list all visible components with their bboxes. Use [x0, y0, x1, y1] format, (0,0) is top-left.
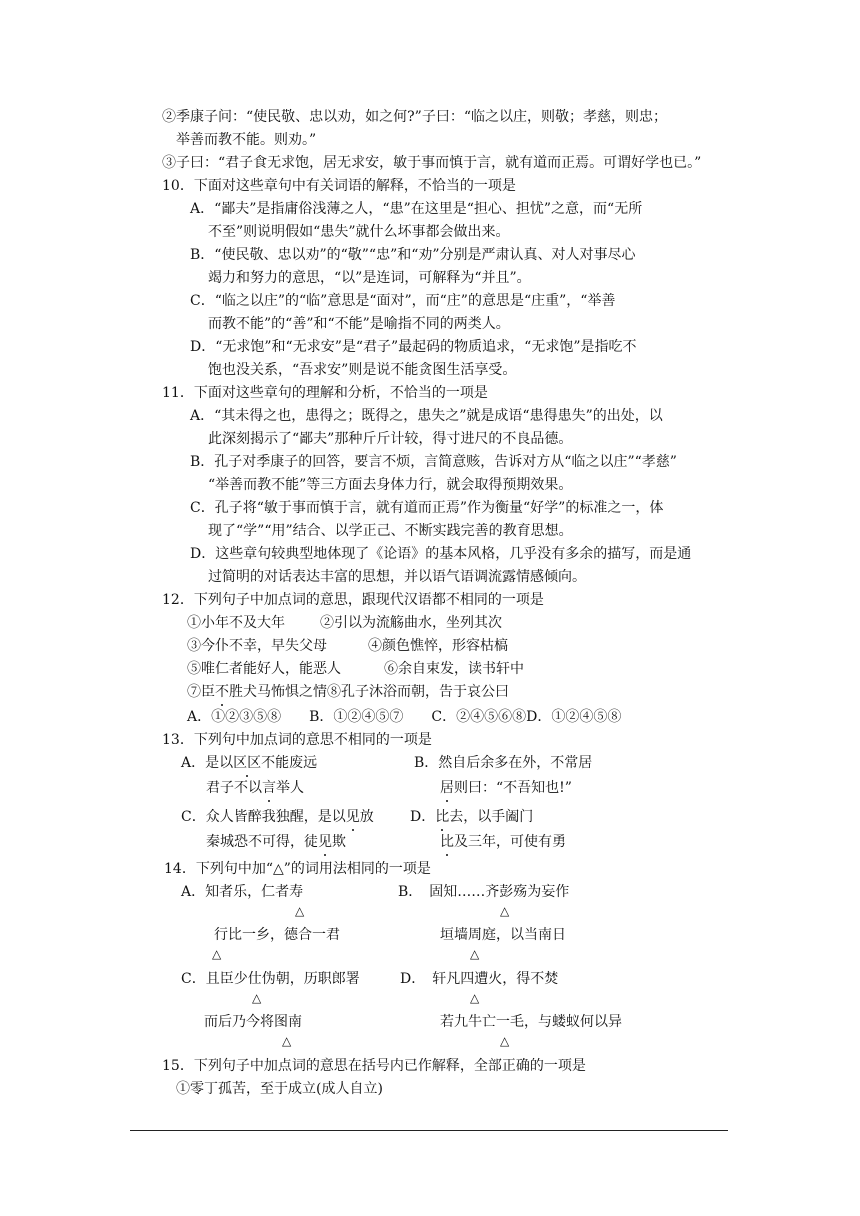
text: A．是以: [181, 755, 234, 771]
text: C．众人皆醉我独醒，是以: [181, 809, 346, 825]
question-13-option-d-line-2: [440, 833, 566, 851]
question-14-option-c-line-2: 而后乃今将图南: [204, 1014, 302, 1030]
question-11-option-b-line-1: B．孔子对季康子的回答，要言不烦，言简意赅，告诉对方从“临之以庄”“孝慈”: [190, 454, 677, 470]
question-13-option-c-line-2: [206, 833, 346, 851]
triangle-marker: △: [212, 947, 222, 961]
triangle-marker: △: [295, 904, 305, 918]
text: 及三年，可使有勇: [454, 834, 566, 850]
question-11-option-c-line-2: 现了“学”“用”结合、以学正己、不断实践完善的教育思想。: [208, 523, 573, 539]
question-10-option-c-line-2: 而教不能”的“善”和“不能”是喻指不同的两类人。: [208, 316, 510, 332]
question-12-stem: 12．下列句子中加点词的意思，跟现代汉语都不相同的一项是: [162, 592, 544, 608]
emphasized-char: 见: [318, 834, 332, 850]
triangle-marker: △: [470, 991, 480, 1005]
question-14-option-b-line-2: 垣墙周庭，以当南日: [440, 927, 566, 943]
emphasized-char: 比: [435, 809, 450, 825]
text: 不能废远: [261, 755, 318, 771]
question-10-stem: 10．下面对这些章句中有关词语的解释，不恰当的一项是: [162, 178, 516, 194]
item-7-prefix: ⑦臣: [187, 684, 215, 700]
question-10-option-b-line-1: B．“使民敬、忠以劝”的“敬”“忠”和“劝”分别是严肃认真、对人对事尽心: [190, 247, 636, 263]
question-13-option-a-line-1: [181, 754, 317, 772]
question-10-option-a-line-2: 不至”则说明假如“患失”就什么坏事都会做出来。: [208, 224, 510, 240]
question-14-option-a-line-1: A．知者乐，仁者寿: [181, 884, 304, 900]
triangle-marker: △: [500, 1034, 510, 1048]
question-11-option-a-line-1: A．“其未得之也，患得之；既得之，患失之”就是成语“患得患失”的出处，以: [190, 408, 663, 424]
triangle-marker: △: [470, 947, 480, 961]
question-12-item-2: ②引以为流觞曲水，坐列其次: [320, 615, 502, 631]
question-13-option-c-line-1: [181, 808, 374, 826]
question-12-options: A．①②③⑤⑧ B．①②④⑤⑦ C．②④⑤⑥⑧D．①②④⑤⑧: [187, 709, 622, 725]
passage-2-line-1: ②季康子问：“使民敬、忠以劝，如之何?”子曰：“临之以庄，则敬；孝慈，则忠；: [162, 109, 667, 125]
text: 举人: [276, 780, 304, 796]
question-14-stem: 14．下列句中加“△”的词用法相同的一项是: [164, 861, 431, 877]
question-10-option-b-line-2: 竭力和努力的意思，“以”是连词，可解释为“并且”。: [208, 270, 531, 286]
text: 秦城恐不可得，徒: [206, 834, 318, 850]
question-14-option-b-line-1: B． 固知……齐彭殇为妄作: [398, 884, 570, 900]
question-11-stem: 11．下面对这些章句的理解和分析，不恰当的一项是: [162, 385, 488, 401]
question-12-items-7-8: [187, 683, 509, 701]
question-12-item-5: ⑤唯仁者能好人，能恶人: [187, 661, 341, 677]
question-13-option-d-line-1: [410, 808, 533, 826]
footer-rule: [130, 1130, 728, 1131]
text: 君子不以: [206, 780, 262, 796]
question-12-item-1: ①小年不及大年: [187, 615, 285, 631]
question-14-option-d-line-2: 若九牛亡一毛，与蝼蚁何以异: [440, 1014, 622, 1030]
question-12-item-3: ③今仆不幸，早失父母: [187, 638, 327, 654]
emphasized-char: 比: [440, 834, 454, 850]
question-10-option-d-line-2: 饱也没关系，“吾求安”则是说不能贪图生活享受。: [208, 362, 517, 378]
triangle-marker: △: [282, 1034, 292, 1048]
question-12-item-4: ④颜色憔悴，形容枯槁: [368, 638, 508, 654]
question-14-option-d-line-1: D． 轩凡四遭火，得不焚: [400, 971, 559, 987]
question-12-item-6: ⑥余自束发，读书轩中: [384, 661, 524, 677]
emphasized-char: 言: [262, 780, 276, 796]
question-11-option-c-line-1: C．孔子将“敏于事而慎于言，就有道而正焉”作为衡量“好学”的标准之一，体: [190, 500, 664, 516]
question-10-option-c-line-1: C．“临之以庄”的“临”意思是“面对”，而“庄”的意思是“庄重”，“举善: [190, 293, 616, 309]
question-15-stem: 15．下列句子中加点词的意思在括号内已作解释，全部正确的一项是: [162, 1058, 586, 1074]
question-13-option-b-line-1: B．然自后余多在外，不常居: [414, 755, 593, 771]
question-11-option-a-line-2: 此深刻揭示了“鄙夫”那种斤斤计较，得寸进尺的不良品德。: [208, 431, 573, 447]
question-10-option-d-line-1: D．“无求饱”和“无求安”是“君子”最起码的物质追求，“无求饱”是指吃不: [190, 339, 637, 355]
triangle-marker: △: [500, 904, 510, 918]
question-13-option-a-line-2: [206, 779, 304, 797]
passage-2-line-2: 举善而教不能。则劝。”: [176, 132, 317, 148]
passage-3: ③子曰：“君子食无求饱，居无求安，敏于事而慎于言，就有道而正焉。可谓好学也已。”: [162, 155, 702, 171]
question-14-option-a-line-2: 行比一乡，德合一君: [214, 927, 340, 943]
question-11-option-d-line-1: D．这些章句较典型地体现了《论语》的基本风格，几乎没有多余的描写，而是通: [190, 546, 692, 562]
question-14-option-c-line-1: C．且臣少仕伪朝，历职郎署: [181, 971, 360, 987]
question-13-option-b-line-2: [440, 779, 572, 797]
emphasized-char: 见: [345, 809, 360, 825]
triangle-marker: △: [252, 991, 262, 1005]
question-15-item-1: ①零丁孤苦，至于成立(成人自立): [176, 1081, 383, 1097]
text: D．: [410, 809, 436, 825]
text: 欺: [332, 834, 346, 850]
emphasized-char: 不: [215, 684, 229, 700]
text: 放: [359, 809, 374, 825]
item-7-8-rest: 胜犬马怖惧之情⑧孔子沐浴而朝，告于哀公曰: [229, 684, 509, 700]
emphasized-word: 区区: [233, 755, 262, 771]
question-11-option-d-line-2: 过简明的对话表达丰富的思想，并以语气语调流露情感倾向。: [208, 569, 586, 585]
text: 去，以手阖门: [449, 809, 534, 825]
question-11-option-b-line-2: “举善而教不能”等三方面去身体力行，就会取得预期效果。: [208, 477, 573, 493]
text: 则曰：“不吾知也!”: [454, 780, 572, 796]
question-13-stem: 13．下列句中加点词的意思不相同的一项是: [162, 732, 432, 748]
emphasized-char: 居: [440, 780, 454, 796]
question-10-option-a-line-1: A．“鄙夫”是指庸俗浅薄之人，“患”在这里是“担心、担忧”之意，而“无所: [190, 201, 643, 217]
